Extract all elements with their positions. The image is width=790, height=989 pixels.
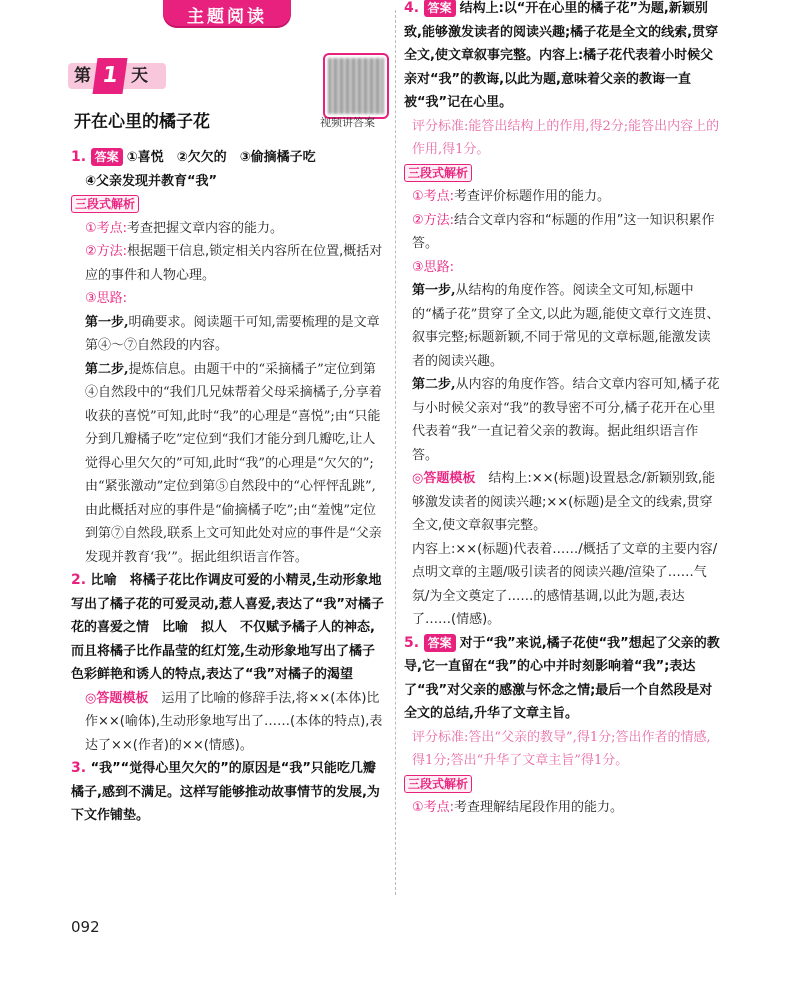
answer-text: “我”“觉得心里欠欠的”的原因是“我”只能吃几瓣橘子,感到不满足。这样写能够推动故事情节的发展,为下文作铺垫。 xyxy=(71,761,380,823)
step-label: 第一步, xyxy=(412,283,456,298)
analysis-step xyxy=(71,358,384,570)
scoring-text: 答出“父亲的教导”,得1分;答出作者的情感,得1分;答出“升华了文章主旨”得1分。 xyxy=(412,729,711,768)
analysis-tag: 三段式解析 xyxy=(404,164,472,182)
step-label: 第二步, xyxy=(412,377,456,392)
point-label: ①考点: xyxy=(412,800,455,815)
point-label: ①考点: xyxy=(412,189,455,204)
qr-code[interactable] xyxy=(323,53,389,119)
step-label: 第一步, xyxy=(85,314,129,330)
answer-tag: 答案 xyxy=(424,634,456,652)
point-text: 考查理解结尾段作用的能力。 xyxy=(454,800,624,815)
scoring-criteria xyxy=(404,115,722,162)
template-text: 运用了比喻的修辞手法,将××(本体)比作××(喻体),生动形象地写出了……(本体的特点),表达了××(作者)的××(情感)。 xyxy=(85,690,383,753)
left-column xyxy=(71,146,384,828)
answer-text: 结构上:以“开在心里的橘子花”为题,新颖别致,能够激发读者的阅读兴趣;橘子花是全文的线索,贯穿全文,使文章叙事完整。内容上:橘子花代表着小时候父亲对“我”的教诲,以此为题,意味着父亲的教诲一直被“我”记在心里。 xyxy=(404,1,719,110)
scoring-label: 评分标准: xyxy=(412,729,469,745)
answer-tag: 答案 xyxy=(91,148,123,166)
question-number: 3. xyxy=(71,760,87,776)
analysis-tag: 三段式解析 xyxy=(404,775,472,793)
point-text: 结合文章内容和“标题的作用”这一知识积累作答。 xyxy=(412,212,715,251)
question-answer xyxy=(404,0,722,115)
template-continued: 内容上:××(标题)代表着……/概括了文章的主要内容/点明文章的主题/吸引读者的阅读兴趣/渲染了……气氛/为全文奠定了……的感情基调,以此为题,表达了……(情感)。 xyxy=(412,541,718,627)
template-text: 结构上:××(标题)设置悬念/新颖别致,能够激发读者的阅读兴趣;××(标题)是全文的线索,贯穿全文,使文章叙事完整。 xyxy=(412,471,716,533)
analysis-heading xyxy=(404,773,722,797)
answer-template xyxy=(404,467,722,538)
question-number: 4. xyxy=(404,0,420,16)
day-prefix: 第 xyxy=(68,63,97,89)
analysis-point xyxy=(404,256,722,280)
page-number: 092 xyxy=(71,918,100,936)
template-label: ◎答题模板 xyxy=(85,690,149,706)
point-label: ①考点: xyxy=(85,220,128,236)
analysis-point xyxy=(404,209,722,256)
template-label: ◎答题模板 xyxy=(412,471,476,486)
step-text: 提炼信息。由题干中的“采摘橘子”定位到第④自然段中的“我们几兄妹帮着父母采摘橘子,分享着收获的喜悦”可知,此时“我”的心理是“喜悦”;由“只能分到几瓣橘子吃”定位到“我们才能分到几瓣吃,让人觉得心里欠欠的”可知,此时“我”的心理是“欠欠的”;由“紧张激动”定位到第⑤自然段中的“心怦怦乱跳”,由此概括对应的事件是“偷摘橘子吃”;由“羞愧”定位到第⑦自然段,联系上文可知此处对应的事件是“父亲发现并教育‘我’”。据此组织语言作答。 xyxy=(85,361,382,565)
analysis-step xyxy=(404,279,722,373)
column-divider xyxy=(395,10,396,895)
analysis-heading xyxy=(404,162,722,186)
day-suffix: 天 xyxy=(123,63,166,89)
qr-image xyxy=(328,58,384,114)
answer-template xyxy=(71,687,384,758)
analysis-tag: 三段式解析 xyxy=(71,195,139,213)
step-text: 从内容的角度作答。结合文章内容可知,橘子花与小时候父亲对“我”的教导密不可分,橘子花开在心里代表着“我”一直记着父亲的教诲。据此组织语言作答。 xyxy=(412,377,720,463)
analysis-point xyxy=(71,287,384,311)
point-label: ②方法: xyxy=(85,244,128,259)
day-tag xyxy=(68,62,166,90)
point-text: 根据题干信息,锁定相关内容所在位置,概括对应的事件和人物心理。 xyxy=(85,244,383,283)
point-label: ③思路: xyxy=(85,291,128,306)
point-text: 考查评价标题作用的能力。 xyxy=(454,189,611,204)
analysis-point xyxy=(71,240,384,287)
answer-tag: 答案 xyxy=(424,0,456,17)
question-number: 2. xyxy=(71,572,87,588)
scoring-criteria xyxy=(404,726,722,773)
section-banner: 主题阅读 xyxy=(163,0,291,28)
question-number: 5. xyxy=(404,634,420,651)
question-answer xyxy=(404,632,722,726)
answer-text: 比喻 将橘子花比作调皮可爱的小精灵,生动形象地写出了橘子花的可爱灵动,惹人喜爱,表达了“我”对橘子花的喜爱之情 比喻 拟人 不仅赋予橘子人的神态,而且将橘子比作晶莹的红灯笼,生动形象地写出了橘子色彩鲜艳和诱人的特点,表达了“我”对橘子的渴望 xyxy=(71,573,384,682)
analysis-step xyxy=(404,373,722,467)
point-label: ③思路: xyxy=(412,259,455,275)
answer-text: 对于“我”来说,橘子花使“我”想起了父亲的教导,它一直留在“我”的心中并时刻影响着“我”;表达了“我”对父亲的感激与怀念之情;最后一个自然段是对全文的总结,升华了文章主旨。 xyxy=(404,635,720,721)
scoring-text: 能答出结构上的作用,得2分;能答出内容上的作用,得1分。 xyxy=(412,118,720,157)
analysis-point xyxy=(404,185,722,209)
answer-text: ①喜悦 ②欠欠的 ③偷摘橘子吃 xyxy=(126,150,316,165)
answer-line: ④父亲发现并教育“我” xyxy=(85,173,218,189)
qr-caption: 视频讲答案 xyxy=(320,116,375,129)
question-answer xyxy=(71,757,384,828)
analysis-step xyxy=(71,311,384,358)
step-text: 明确要求。阅读题干可知,需要梳理的是文章第④～⑦自然段的内容。 xyxy=(85,314,380,353)
question-answer xyxy=(71,569,384,687)
day-number: 1 xyxy=(92,58,127,94)
scoring-label: 评分标准: xyxy=(412,118,469,134)
analysis-point xyxy=(71,217,384,241)
point-label: ②方法: xyxy=(412,212,455,228)
point-text: 考查把握文章内容的能力。 xyxy=(127,220,284,236)
article-title: 开在心里的橘子花 xyxy=(74,112,210,132)
right-column xyxy=(404,0,722,820)
question-answer xyxy=(71,146,384,170)
step-label: 第二步, xyxy=(85,361,129,377)
analysis-heading xyxy=(71,193,384,217)
step-text: 从结构的角度作答。阅读全文可知,标题中的“橘子花”贯穿了全文,以此为题,能使文章行文连贯、叙事完整;标题新颖,不同于常见的文章标题,能激发读者的阅读兴趣。 xyxy=(412,283,720,369)
question-number: 1. xyxy=(71,149,87,165)
analysis-point xyxy=(404,796,722,820)
